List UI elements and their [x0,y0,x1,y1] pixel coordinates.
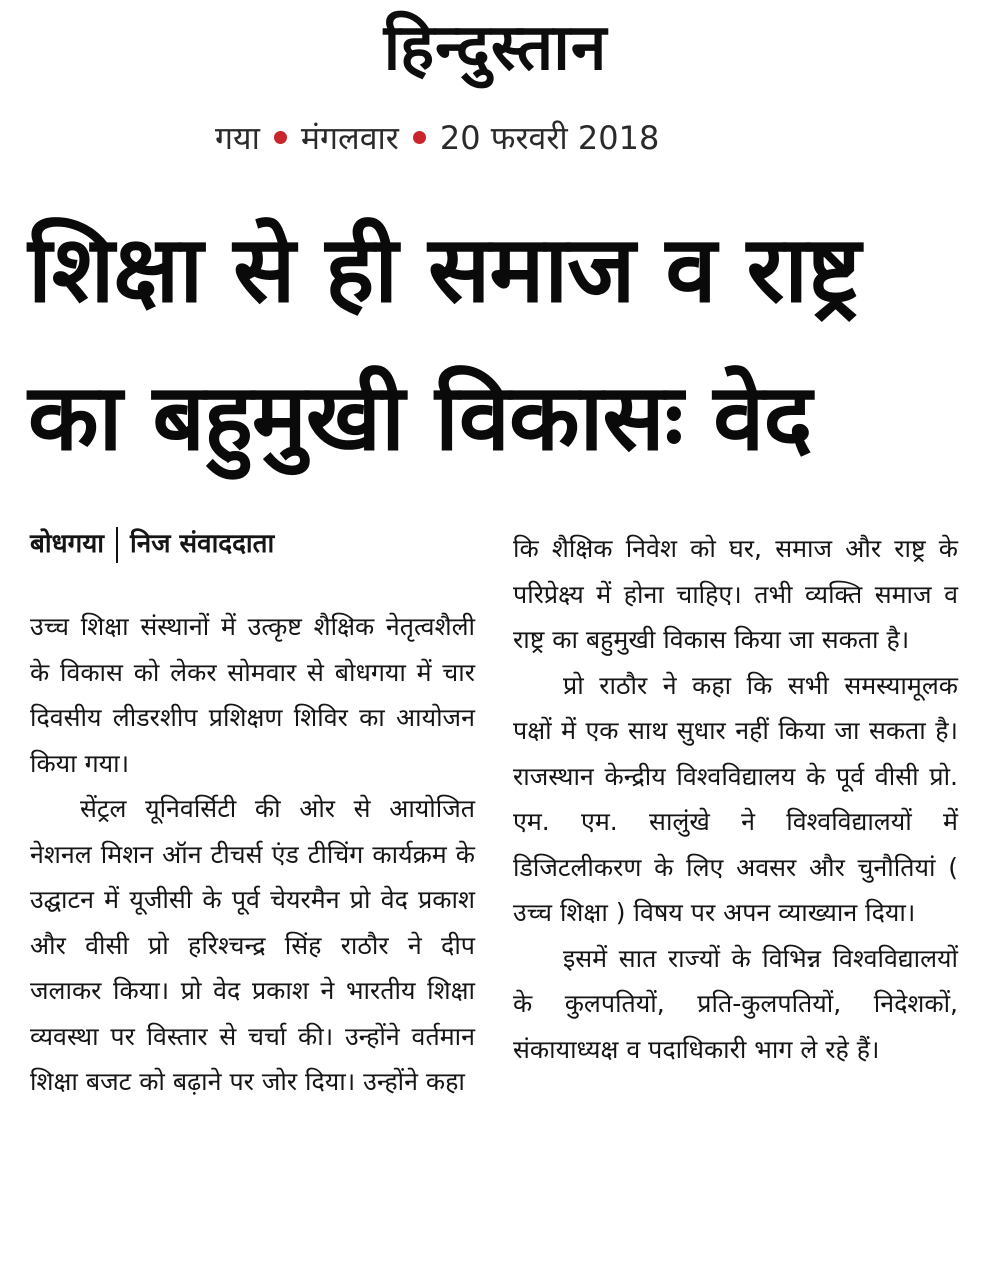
article-column-left [30,520,475,1105]
article-paragraph-4: इसमें सात राज्यों के विभिन्न विश्वविद्यालयों के कुलपतियों, प्रति-कुलपतियों, निदेशकों, संकायाध्यक्ष व पदाधिकारी भाग ले रहे हैं। [513,943,958,1064]
article-paragraph-3: प्रो राठौर ने कहा कि सभी समस्यामूलक पक्षों में एक साथ सुधार नहीं किया जा सकता है। राजस्थान केन्द्रीय विश्वविद्यालय के पूर्व वीसी प्रो. एम. एम. सालुंखे ने विश्वविद्यालयों में डिजिटलीकरण के लिए अवसर और चुनौतियां ( उच्च शिक्षा ) विषय पर अपन व्याख्यान दिया। [513,670,958,927]
bullet-separator-icon [413,131,426,144]
dateline [215,112,735,162]
dateline-date: 20 फरवरी 2018 [439,118,660,157]
article-paragraph-2-continued: कि शैक्षिक निवेश को घर, समाज और राष्ट्र के परिप्रेक्ष्य में होना चाहिए। तभी व्यक्ति समाज व राष्ट्र का बहुमुखी विकास किया जा सकता है। [513,534,958,654]
byline-place: बोधगया [30,529,105,559]
article-paragraph-1: उच्च शिक्षा संस्थानों में उत्कृष्ट शैक्षिक नेतृत्वशैली के विकास को लेकर सोमवार से बोधगया में चार दिवसीय लीडरशीप प्रशिक्षण शिविर का आयोजन किया गया। [30,612,475,778]
bullet-separator-icon [274,131,287,144]
headline-line-1: शिक्षा से ही समाज व राष्ट्र [28,216,860,323]
headline [28,196,958,492]
article-column-right [513,526,958,1072]
masthead [0,6,981,90]
byline-reporter: निज संवाददाता [130,529,275,559]
byline-divider [116,527,118,563]
byline [30,520,475,568]
dateline-day: मंगलवार [300,118,399,157]
headline-line-2: का बहुमुखी विकासः वेद [28,364,812,471]
newspaper-name: हिन्दुस्तान [383,11,608,85]
article-paragraph-2: सेंट्रल यूनिवर्सिटी की ओर से आयोजित नेशनल मिशन ऑन टीचर्स एंड टीचिंग कार्यक्रम के उद्घाटन में यूजीसी के पूर्व चेयरमैन प्रो वेद प्रकाश और वीसी प्रो हरिश्चन्द्र सिंह राठौर ने दीप जलाकर किया। प्रो वेद प्रकाश ने भारतीय शिक्षा व्यवस्था पर विस्तार से चर्चा की। उन्होंने वर्तमान शिक्षा बजट को बढ़ाने पर जोर दिया। उन्होंने कहा [30,794,475,1096]
dateline-city: गया [215,118,260,157]
